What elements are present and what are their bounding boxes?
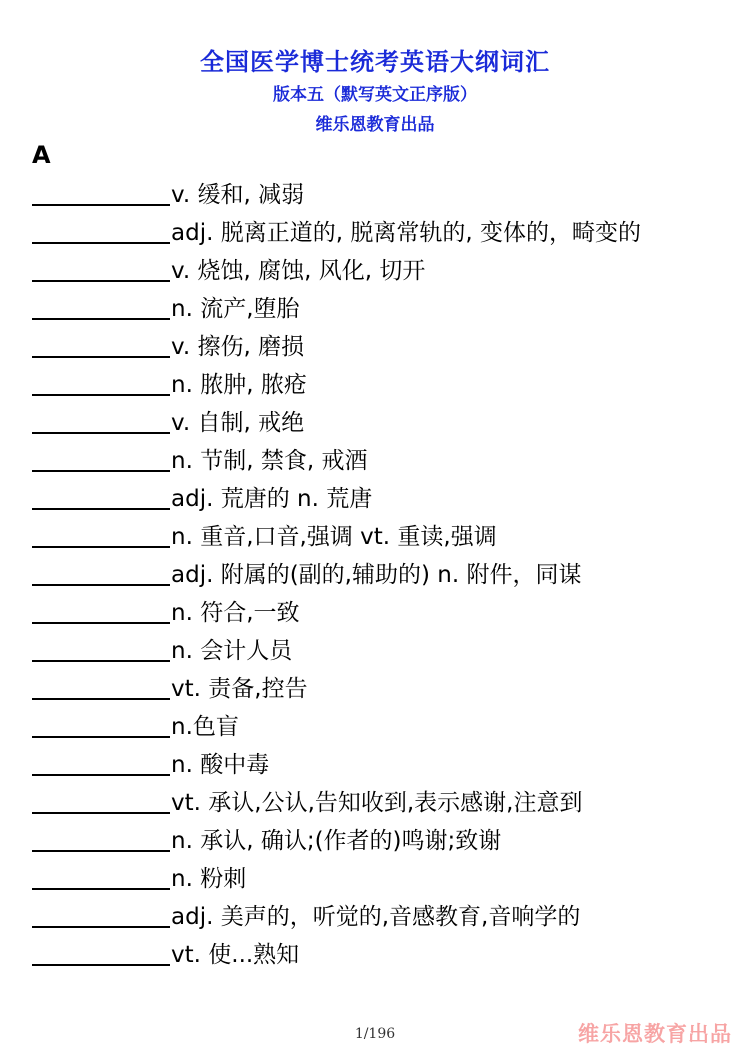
vocab-entry bbox=[32, 366, 722, 404]
vocab-entry bbox=[32, 860, 722, 898]
vocab-entry bbox=[32, 290, 722, 328]
entry-definition: n. 酸中毒 bbox=[171, 752, 270, 778]
section-letter: A bbox=[32, 141, 51, 169]
vocabulary-list bbox=[32, 176, 722, 974]
answer-blank bbox=[32, 218, 170, 244]
answer-blank bbox=[32, 712, 170, 738]
answer-blank bbox=[32, 446, 170, 472]
entry-definition: v. 自制, 戒绝 bbox=[171, 410, 305, 436]
entry-definition: adj. 美声的，听觉的,音感教育,音响学的 bbox=[171, 904, 581, 930]
entry-definition: n. 符合,一致 bbox=[171, 600, 300, 626]
entry-definition: adj. 附属的(副的,辅助的) n. 附件，同谋 bbox=[171, 562, 582, 588]
answer-blank bbox=[32, 902, 170, 928]
answer-blank bbox=[32, 636, 170, 662]
entry-definition: n. 粉刺 bbox=[171, 866, 247, 892]
vocab-entry bbox=[32, 442, 722, 480]
vocab-entry bbox=[32, 214, 722, 252]
vocab-entry bbox=[32, 784, 722, 822]
publisher-line: 维乐恩教育出品 bbox=[315, 115, 435, 135]
answer-blank bbox=[32, 370, 170, 396]
vocab-entry bbox=[32, 176, 722, 214]
answer-blank bbox=[32, 864, 170, 890]
answer-blank bbox=[32, 560, 170, 586]
vocab-entry bbox=[32, 404, 722, 442]
entry-definition: n.色盲 bbox=[171, 714, 239, 740]
answer-blank bbox=[32, 522, 170, 548]
vocab-entry bbox=[32, 518, 722, 556]
answer-blank bbox=[32, 826, 170, 852]
answer-blank bbox=[32, 332, 170, 358]
answer-blank bbox=[32, 598, 170, 624]
vocab-entry bbox=[32, 898, 722, 936]
entry-definition: adj. 脱离正道的, 脱离常轨的, 变体的，畸变的 bbox=[171, 220, 641, 246]
answer-blank bbox=[32, 484, 170, 510]
vocab-entry bbox=[32, 328, 722, 366]
entry-definition: n. 流产,堕胎 bbox=[171, 296, 300, 322]
vocab-entry bbox=[32, 556, 722, 594]
vocab-entry bbox=[32, 670, 722, 708]
answer-blank bbox=[32, 674, 170, 700]
vocab-entry bbox=[32, 480, 722, 518]
answer-blank bbox=[32, 294, 170, 320]
answer-blank bbox=[32, 750, 170, 776]
entry-definition: vt. 使...熟知 bbox=[171, 942, 300, 968]
entry-definition: adj. 荒唐的 n. 荒唐 bbox=[171, 486, 373, 512]
entry-definition: v. 擦伤, 磨损 bbox=[171, 334, 305, 360]
vocab-entry bbox=[32, 822, 722, 860]
entry-definition: n. 重音,口音,强调 vt. 重读,强调 bbox=[171, 524, 497, 550]
vocab-entry bbox=[32, 632, 722, 670]
entry-definition: n. 承认, 确认;(作者的)鸣谢;致谢 bbox=[171, 828, 502, 854]
entry-definition: v. 烧蚀, 腐蚀, 风化, 切开 bbox=[171, 258, 426, 284]
answer-blank bbox=[32, 256, 170, 282]
answer-blank bbox=[32, 940, 170, 966]
page-number: 1/196 bbox=[354, 1026, 396, 1042]
vocab-entry bbox=[32, 252, 722, 290]
vocab-entry bbox=[32, 708, 722, 746]
entry-definition: n. 脓肿, 脓疮 bbox=[171, 372, 307, 398]
entry-definition: n. 会计人员 bbox=[171, 638, 293, 664]
vocab-entry bbox=[32, 936, 722, 974]
entry-definition: n. 节制, 禁食, 戒酒 bbox=[171, 448, 368, 474]
answer-blank bbox=[32, 180, 170, 206]
entry-definition: vt. 承认,公认,告知收到,表示感谢,注意到 bbox=[171, 790, 583, 816]
document-title: 全国医学博士统考英语大纲词汇 bbox=[200, 48, 550, 76]
vocab-entry bbox=[32, 594, 722, 632]
answer-blank bbox=[32, 408, 170, 434]
vocab-entry bbox=[32, 746, 722, 784]
answer-blank bbox=[32, 788, 170, 814]
entry-definition: v. 缓和, 减弱 bbox=[171, 182, 305, 208]
watermark-logo: 维乐恩教育出品 bbox=[578, 1022, 732, 1046]
entry-definition: vt. 责备,控告 bbox=[171, 676, 308, 702]
document-subtitle: 版本五（默写英文正序版） bbox=[273, 85, 477, 105]
